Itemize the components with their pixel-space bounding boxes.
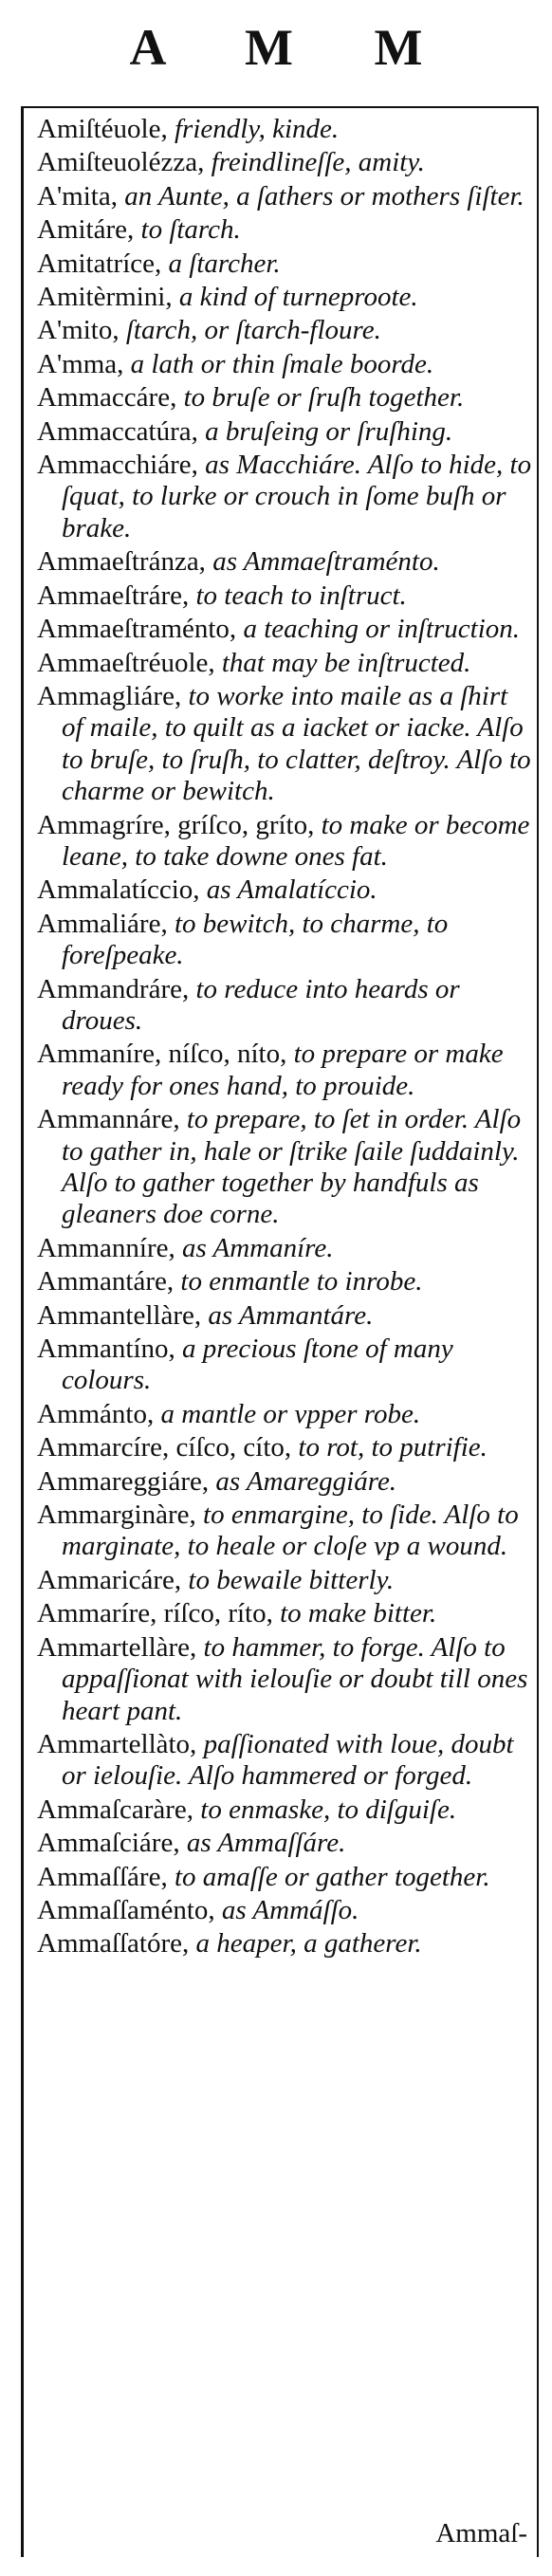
entry-definition: paſſionated with loue, doubt or ielouſie. Alſo hammered or forged. xyxy=(62,1728,514,1792)
catchword: Ammaſ- xyxy=(435,2518,527,2548)
entry-definition: as Ammaſſáre. xyxy=(179,1828,346,1859)
entry-definition: to enmargine, to ſide. Alſo to marginate, to heale or cloſe vp a wound. xyxy=(62,1500,519,1562)
entry-headword: Ammantáre, xyxy=(37,1266,175,1297)
entry-definition: a teaching or inſtruction. xyxy=(236,614,521,645)
entry-definition: to hammer, to forge. Alſo to appaſſionat with ielouſie or doubt till ones heart pant. xyxy=(62,1631,528,1726)
entry-headword: Ammaſſáre, xyxy=(37,1861,168,1892)
entry-definition: to bruſe or ſruſh together. xyxy=(176,382,465,414)
dictionary-entry xyxy=(37,382,532,414)
dictionary-entry xyxy=(37,1729,532,1793)
dictionary-entry xyxy=(37,114,532,145)
entry-definition: to prepare, to ſet in order. Alſo to gather in, hale or ſtrike ſaile ſuddainly. Alſo to gather together by handfuls as gleaners doe corne. xyxy=(62,1104,522,1230)
entry-definition: as Ammantáre. xyxy=(201,1299,374,1331)
dictionary-entry xyxy=(37,450,532,544)
entry-definition: as Ammáſſo. xyxy=(214,1894,359,1925)
entry-definition: to teach to inſtruct. xyxy=(189,580,407,611)
entry-definition: a bruſeing or ſruſhing. xyxy=(197,415,453,447)
dictionary-entry xyxy=(37,648,532,679)
entry-headword: Amitatríce, xyxy=(37,248,162,279)
dictionary-entry xyxy=(37,1828,532,1859)
entry-headword: Ammagliáre, xyxy=(37,680,182,711)
dictionary-entry xyxy=(37,874,532,906)
entry-headword: Ammanníre, xyxy=(37,1232,175,1263)
entry-headword: A'mma, xyxy=(37,348,124,379)
entry-headword: Ammantíno, xyxy=(37,1334,175,1365)
dictionary-entry xyxy=(37,1334,532,1397)
dictionary-entry xyxy=(37,1266,532,1297)
entry-headword: Amiſtéuole, xyxy=(37,114,168,144)
entry-headword: Ammareggiáre, xyxy=(37,1465,210,1497)
entry-definition: a ſtarcher. xyxy=(161,248,281,279)
entry-headword: Ammartellàre, xyxy=(37,1631,197,1663)
dictionary-entry xyxy=(37,1598,532,1629)
dictionary-entry xyxy=(37,1039,532,1102)
entry-headword: Ammaeſtráre, xyxy=(37,580,190,611)
entry-definition: as Amareggiáre. xyxy=(209,1465,397,1497)
entry-definition: a mantle or vpper robe. xyxy=(154,1398,421,1429)
entry-column xyxy=(21,106,539,2557)
dictionary-entry xyxy=(37,1632,532,1727)
entry-definition: to prepare or make ready for ones hand, to prouide. xyxy=(62,1039,504,1101)
entry-definition: a precious ſtone of many colours. xyxy=(62,1334,453,1396)
entry-definition: as Macchiáre. Alſo to hide, to ſquat, to lurke or crouch in ſome buſh or brake. xyxy=(62,450,532,543)
entry-definition: freindlineſſe, amity. xyxy=(204,147,425,178)
entry-headword: Ammaccáre, xyxy=(37,382,177,414)
dictionary-entry xyxy=(37,1432,532,1463)
entry-definition: friendly, kinde. xyxy=(167,114,340,144)
entry-headword: Ammandráre, xyxy=(37,973,190,1004)
dictionary-entry xyxy=(37,416,532,448)
entry-definition: as Ammaeſtraménto. xyxy=(205,546,440,578)
dictionary-entry xyxy=(37,1928,532,1960)
entry-definition: to ſtarch. xyxy=(134,214,241,246)
dictionary-entry xyxy=(37,147,532,178)
entry-definition: to bewaile bitterly. xyxy=(181,1564,395,1595)
entry-definition: to enmaske, to diſguiſe. xyxy=(193,1794,457,1825)
dictionary-entry xyxy=(37,282,532,313)
entry-definition: as Amalatíccio. xyxy=(199,874,377,906)
entry-definition: an Aunte, a ſathers or mothers ſiſter. xyxy=(117,180,524,212)
entry-definition: to make or become leane, to take downe ones fat. xyxy=(62,809,530,872)
dictionary-entry xyxy=(37,181,532,212)
dictionary-entry xyxy=(37,248,532,280)
entry-definition: ſtarch, or ſtarch-floure. xyxy=(119,315,381,346)
entry-headword: Ammaliáre, xyxy=(37,908,168,939)
dictionary-entry xyxy=(37,614,532,645)
entry-definition: a heaper, a gatherer. xyxy=(189,1928,422,1960)
dictionary-entry xyxy=(37,681,532,808)
dictionary-entry xyxy=(37,1862,532,1893)
entry-headword: Ammaſcaràre, xyxy=(37,1794,194,1825)
running-head: A M M xyxy=(129,19,457,76)
entry-headword: Ammalatíccio, xyxy=(37,874,200,906)
entry-definition: to bewitch, to charme, to foreſpeake. xyxy=(62,908,449,971)
entry-headword: A'mita, xyxy=(37,180,118,212)
dictionary-entry xyxy=(37,580,532,612)
dictionary-entry xyxy=(37,974,532,1038)
entry-headword: Amiſteuolézza, xyxy=(37,147,205,178)
dictionary-entry xyxy=(37,909,532,972)
entry-headword: Ammánto, xyxy=(37,1398,155,1429)
entry-headword: Ammaníre, níſco, níto, xyxy=(37,1039,287,1070)
dictionary-entry xyxy=(37,1300,532,1332)
dictionary-entry xyxy=(37,315,532,346)
entry-definition: to rot, to putrifie. xyxy=(291,1432,488,1463)
entry-headword: Ammaeſtránza, xyxy=(37,546,206,578)
dictionary-entry xyxy=(37,1104,532,1231)
dictionary-entry xyxy=(37,1565,532,1596)
entry-headword: Ammantellàre, xyxy=(37,1299,202,1331)
entry-definition: to amaſſe or gather together. xyxy=(167,1861,490,1892)
dictionary-entry xyxy=(37,810,532,874)
entry-definition: as Ammaníre. xyxy=(175,1232,334,1263)
entry-headword: Ammarginàre, xyxy=(37,1500,196,1531)
entry-definition: a lath or thin ſmale boorde. xyxy=(123,348,434,379)
entry-headword: Ammannáre, xyxy=(37,1104,180,1135)
entry-headword: Amitèrmini, xyxy=(37,282,173,313)
entry-definition: to worke into maile as a ſhirt of maile, to quilt as a iacket or iacke. Alſo to bruſe, to ſruſh, to clatter, deſtroy. Alſo to charme or bewitch. xyxy=(62,680,531,807)
entry-headword: A'mito, xyxy=(37,315,120,346)
entry-headword: Ammagríre, gríſco, gríto, xyxy=(37,809,315,840)
entry-definition: to enmantle to inrobe. xyxy=(174,1266,423,1297)
entry-definition: to make bitter. xyxy=(272,1598,437,1629)
dictionary-entry xyxy=(37,1794,532,1826)
entry-headword: Ammaſſaménto, xyxy=(37,1894,215,1925)
entry-headword: Ammaſſatóre, xyxy=(37,1928,190,1960)
dictionary-entry xyxy=(37,1500,532,1563)
entry-headword: Ammarcíre, cíſco, cíto, xyxy=(37,1432,292,1463)
entry-definition: that may be inſtructed. xyxy=(214,647,471,678)
dictionary-entry xyxy=(37,349,532,380)
dictionary-entry xyxy=(37,1233,532,1264)
entry-headword: Ammaríre, ríſco, ríto, xyxy=(37,1598,273,1629)
entry-definition: a kind of turneproote. xyxy=(172,282,418,313)
entry-headword: Ammartellàto, xyxy=(37,1728,197,1759)
entry-headword: Ammaccatúra, xyxy=(37,415,198,447)
entry-headword: Ammaeſtréuole, xyxy=(37,647,215,678)
dictionary-entry xyxy=(37,546,532,578)
entry-definition: to reduce into heards or droues. xyxy=(62,973,460,1036)
dictionary-entry xyxy=(37,214,532,246)
entry-headword: Amitáre, xyxy=(37,214,135,246)
dictionary-entry xyxy=(37,1399,532,1430)
entry-headword: Ammaeſtraménto, xyxy=(37,614,237,645)
entry-headword: Ammacchiáre, xyxy=(37,450,198,481)
entry-headword: Ammaſciáre, xyxy=(37,1828,180,1859)
entry-list xyxy=(37,114,532,1962)
dictionary-entry xyxy=(37,1895,532,1926)
dictionary-entry xyxy=(37,1466,532,1498)
entry-headword: Ammaricáre, xyxy=(37,1564,182,1595)
